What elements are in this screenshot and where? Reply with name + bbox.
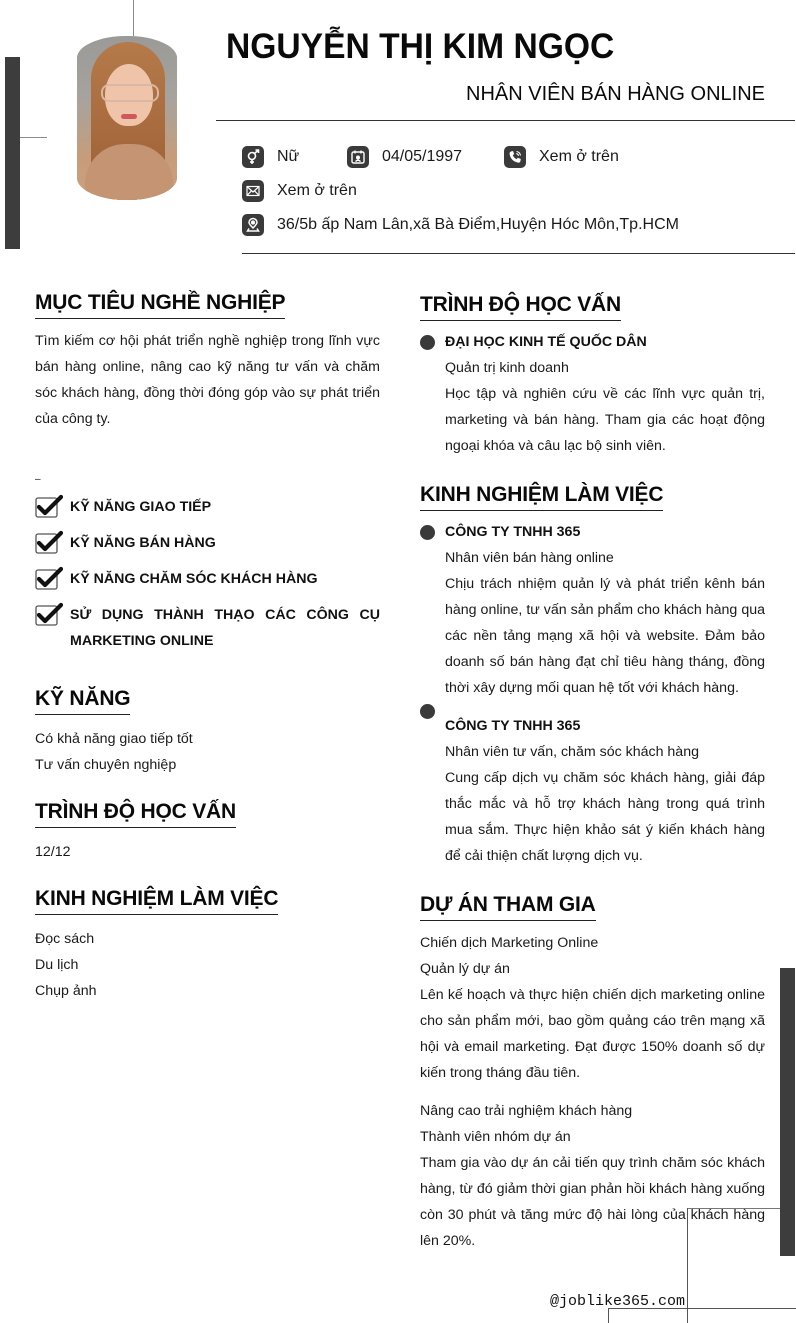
decorative-line (20, 137, 47, 138)
project-description: Lên kế hoạch và thực hiện chiến dịch marketing online cho sản phẩm mới, bao gồm quảng cáo trên mạng xã hội và email marketing. Đạt được 150% doanh số dự kiến trong tháng đầu tiên. (420, 987, 765, 1081)
section-title: TRÌNH ĐỘ HỌC VẤN (420, 293, 621, 321)
section-title: DỰ ÁN THAM GIA (420, 893, 596, 921)
checklist-label: KỸ NĂNG GIAO TIẾP (70, 499, 212, 515)
job-title: NHÂN VIÊN BÁN HÀNG ONLINE (466, 83, 765, 105)
address-field (242, 214, 679, 236)
checkbox-checked-icon (35, 494, 63, 518)
section-education-left (35, 800, 380, 865)
checklist-item (35, 602, 380, 654)
objective-text: Tìm kiếm cơ hội phát triển nghề nghiệp trong lĩnh vực bán hàng online, nâng cao kỹ năng tư vấn và chăm sóc khách hàng, đồng thời đóng góp vào sự phát triển của công ty. (35, 333, 380, 427)
gender-icon (242, 146, 264, 168)
project-name: Nâng cao trải nghiệm khách hàng (420, 1103, 633, 1119)
divider (216, 120, 795, 121)
project-description: Tham gia vào dự án cải tiến quy trình chăm sóc khách hàng, từ đó giảm thời gian phản hồi khách hàng xuống còn 30 phút và tăng mức độ hài lòng của khách hàng lên 20%. (420, 1155, 765, 1249)
checklist-item (35, 494, 380, 530)
company-name: CÔNG TY TNHH 365 (445, 524, 581, 540)
company-name: CÔNG TY TNHH 365 (445, 718, 581, 734)
section-experience-right (420, 483, 765, 511)
section-education-right (420, 293, 765, 321)
mail-icon (242, 180, 264, 202)
section-skills (35, 687, 380, 778)
section-title: MỤC TIÊU NGHỀ NGHIỆP (35, 291, 285, 319)
education-entry (420, 329, 765, 459)
email-field (242, 180, 357, 202)
section-career-objective (35, 291, 380, 432)
checklist-item (35, 530, 380, 566)
decorative-bar-left (5, 57, 20, 249)
major: Quản trị kinh doanh (445, 360, 569, 376)
project-role: Thành viên nhóm dự án (420, 1129, 571, 1145)
contact-row-1 (242, 146, 679, 168)
section-experience-left (35, 887, 380, 1004)
calendar-icon (347, 146, 369, 168)
phone-icon (504, 146, 526, 168)
checkbox-checked-icon (35, 602, 63, 626)
section-projects (420, 893, 765, 921)
section-title: KINH NGHIỆM LÀM VIỆC (420, 483, 663, 511)
experience-description: Chịu trách nhiệm quản lý và phát triển kênh bán hàng online, tư vấn sản phẩm cho khách hàng qua các nền tảng mạng xã hội và website. Đảm bảo doanh số bán hàng đạt chỉ tiêu hàng tháng, đồng thời xây dựng mối quan hệ tốt với khách hàng. (445, 576, 765, 696)
project-entry (420, 1098, 765, 1254)
education-description: Học tập và nghiên cứu về các lĩnh vực quản trị, marketing và bán hàng. Tham gia các hoạt động ngoại khóa và câu lạc bộ sinh viên. (445, 386, 765, 454)
checkbox-checked-icon (35, 566, 63, 590)
hobby-item: Đọc sách (35, 931, 95, 947)
skill-item: Có khả năng giao tiếp tốt (35, 731, 193, 747)
bullet-dot (420, 704, 435, 719)
position: Nhân viên tư vấn, chăm sóc khách hàng (445, 744, 699, 760)
location-icon (242, 214, 264, 236)
project-entry (420, 930, 765, 1086)
section-title: KỸ NĂNG (35, 687, 130, 715)
decorative-bar-right (780, 968, 795, 1256)
checklist-label: KỸ NĂNG CHĂM SÓC KHÁCH HÀNG (70, 571, 318, 587)
experience-description: Cung cấp dịch vụ chăm sóc khách hàng, giải đáp thắc mắc và hỗ trợ khách hàng trong quá trình mua sắm. Thực hiện khảo sát ý kiến khách hàng để cải thiện chất lượng dịch vụ. (445, 770, 765, 864)
skill-item: Tư vấn chuyên nghiệp (35, 757, 177, 773)
position: Nhân viên bán hàng online (445, 550, 614, 566)
email-value: Xem ở trên (277, 182, 357, 199)
avatar-photo (77, 36, 177, 200)
bullet-dot (420, 335, 435, 350)
phone-field (504, 146, 619, 168)
project-role: Quản lý dự án (420, 961, 510, 977)
skills-checklist (35, 494, 380, 654)
gender-field (242, 146, 347, 168)
dash-mark: – (35, 474, 41, 485)
contact-row-2 (242, 180, 679, 202)
section-title: TRÌNH ĐỘ HỌC VẤN (35, 800, 236, 828)
birthday-value: 04/05/1997 (382, 148, 463, 165)
experience-entry (420, 519, 765, 701)
checkbox-checked-icon (35, 530, 63, 554)
hobby-item: Chụp ảnh (35, 983, 97, 999)
address-value: 36/5b ấp Nam Lân,xã Bà Điểm,Huyện Hóc Môn,Tp.HCM (277, 216, 679, 233)
experience-entry (420, 713, 765, 869)
checklist-label: SỬ DỤNG THÀNH THẠO CÁC CÔNG CỤ MARKETING ONLINE (70, 607, 380, 649)
project-name: Chiến dịch Marketing Online (420, 935, 599, 951)
contact-info (242, 146, 679, 236)
gender-value: Nữ (277, 148, 300, 165)
phone-value: Xem ở trên (539, 148, 619, 165)
checklist-item (35, 566, 380, 602)
hobby-item: Du lịch (35, 957, 79, 973)
checklist-label: KỸ NĂNG BÁN HÀNG (70, 535, 216, 551)
candidate-name: NGUYỄN THỊ KIM NGỌC (226, 27, 615, 66)
section-title: KINH NGHIỆM LÀM VIỆC (35, 887, 278, 915)
decorative-line (133, 0, 134, 36)
decorative-line (608, 1308, 609, 1323)
contact-row-3 (242, 214, 679, 236)
education-item: 12/12 (35, 844, 71, 860)
birthday-field (347, 146, 504, 168)
bullet-dot (420, 525, 435, 540)
website-watermark: @joblike365.com (550, 1293, 686, 1310)
school-name: ĐẠI HỌC KINH TẾ QUỐC DÂN (445, 334, 647, 350)
divider (242, 253, 795, 254)
